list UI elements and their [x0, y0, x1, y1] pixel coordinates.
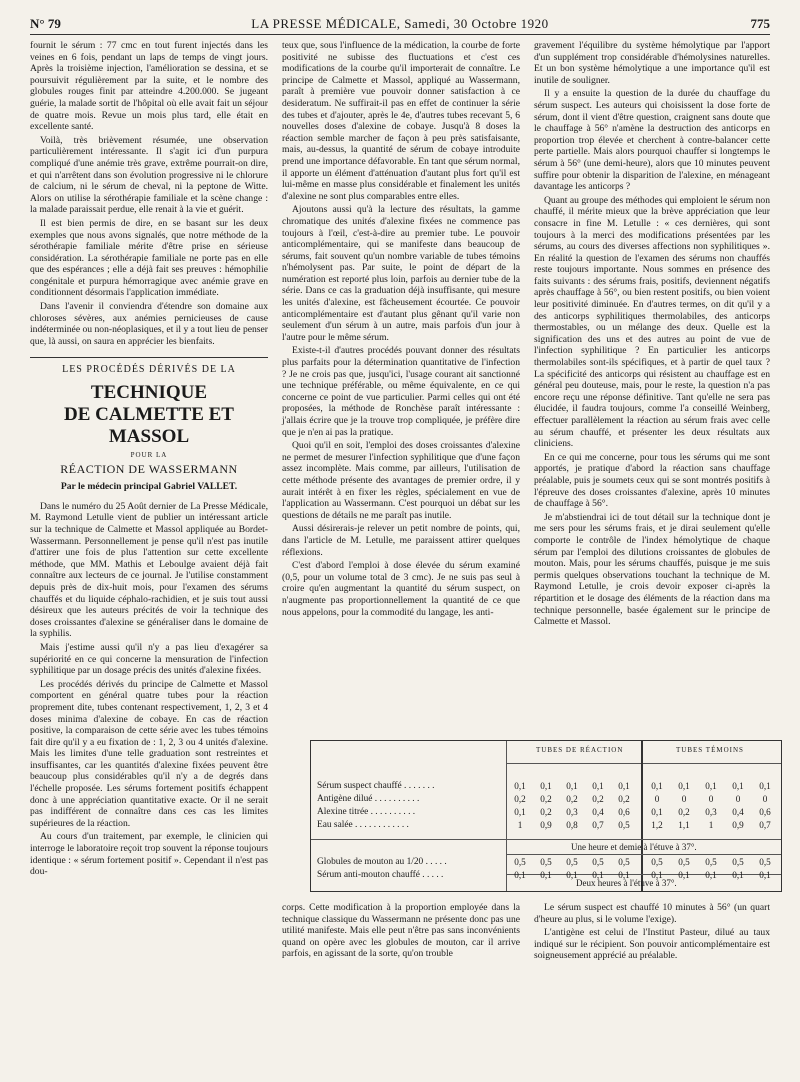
table-cell-reaction: 0,1 — [540, 781, 552, 791]
table-cell-temoin: 1,2 — [651, 820, 663, 830]
table-cell-reaction: 0,6 — [618, 807, 630, 817]
table-cell-temoin: 0,1 — [678, 870, 690, 880]
table-rule-1 — [311, 839, 781, 840]
table-cell-temoin: 0,5 — [759, 857, 771, 867]
table-cell-reaction: 0,1 — [618, 781, 630, 791]
paragraph: Existe-t-il d'autres procédés pouvant donner des résultats plus parfaits pour la détermination quantitative de l'infection ? Je ne crois pas que, jusqu'ici, l'usage courant ait sanctionné une technique préférable, ou même équivalente, en ce qui concerne ce point de vue particulier. Parmi celles qui ont été proposées, la méthode de Ronchèse paraît intéressante : j'allais écrire que je la trouve trop compliquée, je préfère dire que je n'en ai pas la pratique. — [282, 345, 520, 438]
paragraph: corps. Cette modification à la proportion employée dans la technique classique du Wassermann ne présente donc pas une utilité manifeste. Mais elle peut n'être pas sans inconvénients quand on opère avec les globules de mouton, car il arrive parfois, en agissant de la sorte, qu'on trouble — [282, 902, 520, 960]
table-row-label: Sérum suspect chauffé . . . . . . . — [317, 781, 435, 791]
table-cell-temoin: 0,1 — [651, 781, 663, 791]
article-pour-la: POUR LA — [130, 451, 168, 460]
table-note-1: Une heure et demie à l'étuve à 37°. — [571, 842, 697, 852]
article-title-line-2: DE CALMETTE ET MASSOL — [64, 404, 234, 448]
table-cell-temoin: 1 — [708, 820, 714, 830]
table-cell-temoin: 0 — [681, 794, 687, 804]
paragraph: Voilà, très brièvement résumée, une observation particulièrement intéressante. Il s'agit ici d'un purpura compliqué d'une anémie très grave, extrême pourrait-on dire, et qui n'arrêtent dans son évolution progressive ni le chlorure de calcium, ni le sérum de cheval, ni la peptone de Witte. Alors on utilise la sérothérapie familiale et la scène change : la malade paraissait perdue, elle renait à la vie et guérit. — [30, 134, 268, 216]
table-head-reaction: TUBES DE RÉACTION — [536, 746, 624, 754]
article-byline: Par le médecin principal Gabriel VALLET. — [60, 481, 238, 493]
table-head-temoins: TUBES TÉMOINS — [676, 746, 744, 754]
table-cell-temoin: 0,6 — [759, 807, 771, 817]
column-3-continuation — [534, 902, 770, 964]
table-cell-reaction: 0,4 — [592, 807, 604, 817]
paragraph: Il est bien permis de dire, en se basant sur les deux exemples que nous avons signalés, que notre méthode de la sérothérapie familiale mérite d'être prise en sérieuse considération. La sérothérapie familiale ne porte pas en elle que des espérances ; elle a déjà fait ses preuves : hémophilie congénitale et purpura hémorragique avec anémie grave en conditionnent désormais l'application immédiate. — [30, 217, 268, 299]
column-1 — [30, 40, 268, 1070]
table-cell-reaction: 0,7 — [592, 820, 604, 830]
table-cell-reaction: 0,9 — [540, 820, 552, 830]
article-heading — [30, 364, 268, 492]
table-cell-temoin: 0,1 — [759, 870, 771, 880]
paragraph: Il y a ensuite la question de la durée du chauffage du sérum suspect. Les auteurs qui choisissent la dose forte de sérum, dont il vient d'être question, craignent sans doute que le chauffage à 56° n'amène la destruction des anticorps en proportion trop élevée et cherchent à contre-balancer cette perte partielle. Mais alors pourquoi chauffer si longtemps le sérum à 56° (une demi-heure), alors que 10 minutes peuvent suffire pour obtenir la disparition de l'alexine, en ménageant davantage les anticorps ? — [534, 88, 770, 193]
previous-article-end — [30, 40, 268, 347]
table-cell-reaction: 0,5 — [540, 857, 552, 867]
paragraph: Dans l'avenir il conviendra d'étendre son domaine aux chloroses sévères, aux anémies pernicieuses de cause indéterminée ou non-néoplasiques, et il y a tout lieu de penser que, là aussi, on saura en apprécier les bienfaits. — [30, 301, 268, 347]
table-cell-temoin: 0,1 — [651, 807, 663, 817]
column-3 — [534, 40, 770, 730]
table-cell-reaction: 0,2 — [540, 794, 552, 804]
paragraph: Dans le numéro du 25 Août dernier de La Presse Médicale, M. Raymond Letulle vient de publier un intéressant article sur la technique de Calmette et Massol appliquée au Bordet-Wassermann. Personnellement je pense qu'il n'est pas inutile d'attirer une fois de plus l'attention sur cette excellente méthode, que MM. Mathis et Leboulge avaient déjà fait connaître aux lecteurs de ce journal. Je l'utilise constamment depuis près de dix-huit mois, pour l'examen des sérums chauffés et du liquide céphalo-rachidien, et je suis tout aussi désireux que les auteurs précités de voir la technique des doses croissantes d'alexine se généraliser dans le domaine de la syphilis. — [30, 500, 268, 640]
article-divider — [30, 357, 268, 358]
table-cell-reaction: 0,1 — [618, 870, 630, 880]
table-cell-temoin: 0,7 — [759, 820, 771, 830]
table-vline — [506, 741, 507, 891]
table-head-rule — [506, 763, 781, 764]
table-cell-temoin: 0 — [762, 794, 768, 804]
paragraph: Au cours d'un traitement, par exemple, le clinicien qui interroge le laboratoire reçoit trop souvent la réponse toujours identique : « sérum fortement positif ». Cependant il n'est pas dou- — [30, 831, 268, 878]
table-cell-reaction: 0,5 — [566, 857, 578, 867]
table-cell-reaction: 0,1 — [566, 870, 578, 880]
table-cell-temoin: 0,2 — [678, 807, 690, 817]
table-cell-temoin: 0,1 — [705, 870, 717, 880]
paragraph: Le sérum suspect est chauffé 10 minutes à 56° (un quart d'heure au plus, si le volume l'exige). — [534, 902, 770, 925]
table-cell-temoin: 0,5 — [678, 857, 690, 867]
table-cell-temoin: 0,9 — [732, 820, 744, 830]
table-cell-temoin: 1,1 — [678, 820, 690, 830]
paragraph: Aussi désirerais-je relever un petit nombre de points, qui, dans l'article de M. Letulle, me paraissent attirer quelques réflexions. — [282, 523, 520, 558]
table-cell-reaction: 0,5 — [618, 857, 630, 867]
article-title-line-3: RÉACTION DE WASSERMANN — [60, 461, 238, 476]
table-cell-temoin: 0 — [654, 794, 660, 804]
paragraph: Ajoutons aussi qu'à la lecture des résultats, la gamme chromatique des unités d'alexine fixées ne commence pas toujours à l'œil, c'est-à-dire au premier tube. Le pouvoir anticomplémentaire, qui se manifeste dans beaucoup de sérums, fait souvent qu'un nombre variable de tubes témoins n'hémolysent pas. Par suite, le point de départ de la numération est reporté plus loin, parfois au dernier tube de la série. Dans ce cas la graduation déjà insuffisante, qui mesure les unités d'alexine, est fâcheusement écourtée. Ce pouvoir anticomplémentaire est d'autant plus gênant qu'il varie non seulement d'un sérum à un autre, mais parfois d'un jour à l'autre pour le même sérum. — [282, 204, 520, 343]
paragraph: Quoi qu'il en soit, l'emploi des doses croissantes d'alexine ne permet de mesurer l'infection syphilitique que d'une façon assez incomplète. Mais comme, par ailleurs, l'utilisation de cette méthode présente des avantages de premier ordre, il y aurait intérêt à en fixer les règles, spécialement en vue de l'application au Wassermann. C'est pourquoi un débat sur les questions de détails ne me paraît pas inutile. — [282, 440, 520, 521]
dosage-table — [310, 740, 782, 892]
column-2 — [282, 40, 520, 730]
table-cell-reaction: 0,1 — [514, 807, 526, 817]
table-cell-reaction: 0,5 — [514, 857, 526, 867]
table-cell-reaction: 0,5 — [592, 857, 604, 867]
table-cell-reaction: 1 — [517, 820, 523, 830]
table-cell-reaction: 0,2 — [618, 794, 630, 804]
table-vline-mid — [641, 741, 643, 891]
table-cell-temoin: 0,1 — [732, 870, 744, 880]
table-note-2: Deux heures à l'étuve à 37°. — [576, 878, 677, 888]
paragraph: En ce qui me concerne, pour tous les sérums qui me sont apportés, je pratique d'abord la réaction sans chauffage préalable, puis je soumets ceux qui se sont montrés positifs à l'épreuve des doses croissantes d'alexine, après 10 minutes de chauffage à 56°. — [534, 451, 770, 510]
table-cell-temoin: 0,1 — [759, 781, 771, 791]
table-cell-reaction: 0,8 — [566, 820, 578, 830]
table-row-label: Eau salée . . . . . . . . . . . . — [317, 820, 409, 830]
paragraph: Mais j'estime aussi qu'il n'y a pas lieu d'exagérer sa supériorité en ce qui concerne la mensuration de l'infection syphilitique par un dosage précis des unités d'alexine fixées. — [30, 641, 268, 677]
table-row-label: Alexine titrée . . . . . . . . . . — [317, 807, 416, 817]
table-cell-reaction: 0,1 — [566, 781, 578, 791]
table-cell-reaction: 0,3 — [566, 807, 578, 817]
table-cell-reaction: 0,5 — [618, 820, 630, 830]
page-number: 775 — [750, 16, 770, 31]
table-rule-2 — [506, 854, 781, 855]
table-row-label: Globules de mouton au 1/20 . . . . . — [317, 857, 447, 867]
journal-title: LA PRESSE MÉDICALE, Samedi, 30 Octobre 1920 — [251, 16, 549, 31]
paragraph: Les procédés dérivés du principe de Calmette et Massol comportent en général quatre tubes pour la réaction proprement dite, tubes contenant respectivement, 1, 2, 3 et 4 doses minima d'alexine de cobaye. En cas de réaction positive, la comparaison de cette série avec les tubes témoins fait dire qu'il y a eu fixation de : 1, 2, 3 ou 4 unités d'alexine. Mais les limites d'une telle graduation sont restreintes et insuffisantes, car les quantités d'alexine fixées peuvent être beaucoup plus considérables qu'il n'y a de degrés dans l'échelle proposée. Les sérums fortement positifs échappent donc à une appréciation quantitative exacte. Or il ne serait pas indifférent de connaître dans ces cas les limites supérieures de la réaction. — [30, 678, 268, 829]
table-cell-temoin: 0,1 — [732, 781, 744, 791]
table-cell-reaction: 0,1 — [540, 870, 552, 880]
table-cell-reaction: 0,2 — [540, 807, 552, 817]
table-cell-reaction: 0,2 — [514, 794, 526, 804]
table-row-label: Sérum anti-mouton chauffé . . . . . — [317, 870, 444, 880]
page-header — [30, 14, 770, 35]
table-cell-reaction: 0,1 — [592, 781, 604, 791]
issue-number: N° 79 — [30, 16, 61, 31]
table-cell-reaction: 0,1 — [592, 870, 604, 880]
table-cell-reaction: 0,1 — [514, 870, 526, 880]
paragraph: Quant au groupe des méthodes qui emploient le sérum non chauffé, il mérite mieux que la brève appréciation que leur consacre in fine M. Letulle : « ces dernières, qui sont toujours à la merci des modifications présentées par les sérums, au cours des diverses affections non syphilitiques ». En réalité la question de l'examen des sérums non chauffés reste toujours importante. Nous sommes en présence des faits suivants : des sérums frais, positifs, deviennent négatifs après chauffage à 56°, ou bien restent positifs, ou bien voient leur positivité diminuée. En d'autres termes, on dit qu'il y a des anticorps syphilitiques thermolabiles, des anticorps thermostables, ou un mélange des deux. Quelle est la signification des uns et des autres au point de vue de l'infection syphilitique ? En particulier les anticorps thermolabiles sont-ils spécifiques, et à partir de quel taux ? La spécificité des anticorps qui résistent au chauffage est en général peu douteuse, mais, pour le reste, la question n'a pas encore reçu une réponse définitive. Tant qu'elle ne sera pas élucidée, il faudra toujours, comme l'a conseillé Weinberg, effectuer parallèlement la réaction au sérum frais avec celle au sérum chauffé, et présenter les deux résultats aux cliniciens. — [534, 194, 770, 450]
table-cell-temoin: 0,4 — [732, 807, 744, 817]
table-cell-temoin: 0,3 — [705, 807, 717, 817]
table-cell-temoin: 0 — [708, 794, 714, 804]
table-cell-reaction: 0,1 — [514, 781, 526, 791]
table-cell-reaction: 0,2 — [566, 794, 578, 804]
table-cell-temoin: 0 — [735, 794, 741, 804]
table-cell-temoin: 0,5 — [651, 857, 663, 867]
column-2-continuation — [282, 902, 520, 962]
table-cell-temoin: 0,1 — [651, 870, 663, 880]
paragraph: Je m'abstiendrai ici de tout détail sur la technique dont je me sers pour les sérums frais, et je dirai seulement qu'elle comporte le contrôle de l'index hémolytique de chaque sérum par l'emploi des dilutions croissantes de globules de mouton. Mais, pour les sérums chauffés, puisque je me suis permis quelques observations touchant la technique de M. Raymond Letulle, je crois devoir exposer ci-après la répartition et le dosage des éléments de la réaction dans ma technique personnelle, basée également sur le principe de Calmette et Massol. — [534, 511, 770, 628]
paragraph: teux que, sous l'influence de la médication, la courbe de forte positivité ne subisse des fluctuations et c'est ces modifications de la courbe qu'il importerait de connaître. Le principe de Calmette et Massol, appliqué au Wassermann, paraît à première vue pouvoir donner satisfaction à ce desideratum. Ne suffirait-il pas en effet de continuer la série des tubes et d'ajouter, après le 4e, d'autres tubes recevant 5, 6 nouvelles doses d'alexine de cobaye. Jusqu'à 8 doses la réaction semble marcher de façon à peu près satisfaisante, mais, au-dessus, la quantité de sérum de cobaye introduite prend une importance défavorable. En tant que sérum normal, il apporte un élément d'atténuation d'autant plus fort qu'il est lui-même en masse plus considérable et finalement les unités d'alexine ne sont plus comparables entre elles. — [282, 40, 520, 202]
table-cell-temoin: 0,5 — [705, 857, 717, 867]
article-body-start — [30, 501, 268, 878]
article-title-line-1: TECHNIQUE — [90, 382, 208, 404]
table-cell-reaction: 0,2 — [592, 794, 604, 804]
table-cell-temoin: 0,1 — [678, 781, 690, 791]
table-cell-temoin: 0,1 — [705, 781, 717, 791]
article-kicker: LES PROCÉDÉS DÉRIVÉS DE LA — [62, 364, 236, 376]
paragraph: L'antigène est celui de l'Institut Pasteur, dilué au taux indiqué sur le récipient. Son pouvoir anticomplémentaire est soigneusement apprécié au préalable. — [534, 927, 770, 962]
table-row-label: Antigène dilué . . . . . . . . . . — [317, 794, 420, 804]
table-cell-temoin: 0,5 — [732, 857, 744, 867]
paragraph: gravement l'équilibre du système hémolytique par l'apport d'un supplément trop considérable d'hémolysines naturelles. Et un bon système hémolytique a une importance qu'il est inutile de souligner. — [534, 40, 770, 86]
paragraph: C'est d'abord l'emploi à dose élevée du sérum examiné (0,5, pour un volume total de 3 cmc). Je ne suis pas seul à croire qu'en augmentant la quantité du sérum suspect, on n'augmente pas proportionnellement la quantité de ce que nous appelons, pour la commodité du langage, les anti- — [282, 560, 520, 618]
paragraph: fournit le sérum : 77 cmc en tout furent injectés dans les veines en 6 fois, pendant un laps de temps de vingt jours. Après la troisième injection, l'amélioration se dessina, et se poursuivit régulièrement par la suite, et le nombre des globules rouges finit par atteindre 4.200.000. Se jugeant guérie, la malade sortit de l'hôpital où elle avait fait un séjour de quatre mois. Revue un mois plus tard, elle était en excellente santé. — [30, 40, 268, 133]
